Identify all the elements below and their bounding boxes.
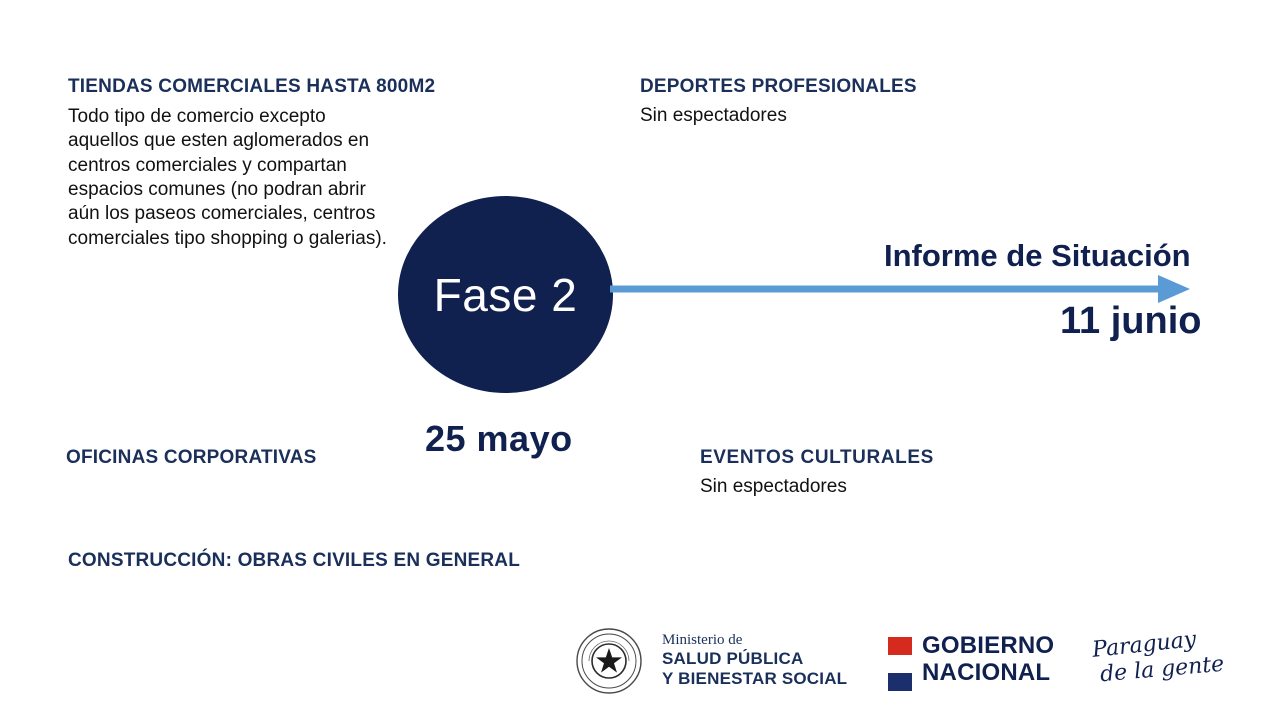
section-offices <box>66 447 317 469</box>
retail-heading: TIENDAS COMERCIALES HASTA 800M2 <box>68 76 436 97</box>
sports-heading: DEPORTES PROFESIONALES <box>640 76 917 97</box>
flag-icon <box>888 637 912 691</box>
phase-label: Fase 2 <box>433 268 578 321</box>
section-construction <box>68 550 520 572</box>
cultural-heading: EVENTOS CULTURALES <box>700 447 934 468</box>
footer-logos <box>0 615 1280 720</box>
offices-heading: OFICINAS CORPORATIVAS <box>66 447 317 468</box>
retail-body: Todo tipo de comercio excepto aquellos que esten aglomerados en centros comerciales y compartan espacios comunes (no podran abrir aún los paseos comerciales, centros comerciales tipo shopping o galerias). <box>68 106 387 249</box>
tagline-line-1: Paraguay <box>1090 627 1198 663</box>
section-cultural <box>700 447 1040 499</box>
paraguay-seal-icon <box>575 627 643 695</box>
section-sports <box>640 76 1040 128</box>
construction-heading: CONSTRUCCIÓN: OBRAS CIVILES EN GENERAL <box>68 550 521 571</box>
gobierno-nacional-logo <box>888 633 1054 691</box>
gobierno-line-1: GOBIERNO <box>922 632 1055 659</box>
ministry-small-label: Ministerio de <box>662 632 743 648</box>
ministry-line-2: Y BIENESTAR SOCIAL <box>662 668 848 688</box>
phase-start-date: 25 mayo <box>425 418 573 459</box>
ministry-line-1: SALUD PÚBLICA <box>662 649 804 669</box>
cultural-body: Sin espectadores <box>700 476 847 497</box>
gobierno-wordmark <box>922 633 1054 687</box>
report-date: 11 junio <box>1060 300 1202 342</box>
report-title: Informe de Situación <box>884 238 1191 273</box>
tagline-line-2: de la gente <box>1099 652 1226 688</box>
ministry-wordmark <box>662 632 847 688</box>
phase-circle <box>398 196 613 393</box>
sports-body: Sin espectadores <box>640 105 787 126</box>
gobierno-line-2: NACIONAL <box>922 658 1051 686</box>
section-retail <box>68 76 436 251</box>
paraguay-de-la-gente-tagline <box>1090 627 1226 688</box>
